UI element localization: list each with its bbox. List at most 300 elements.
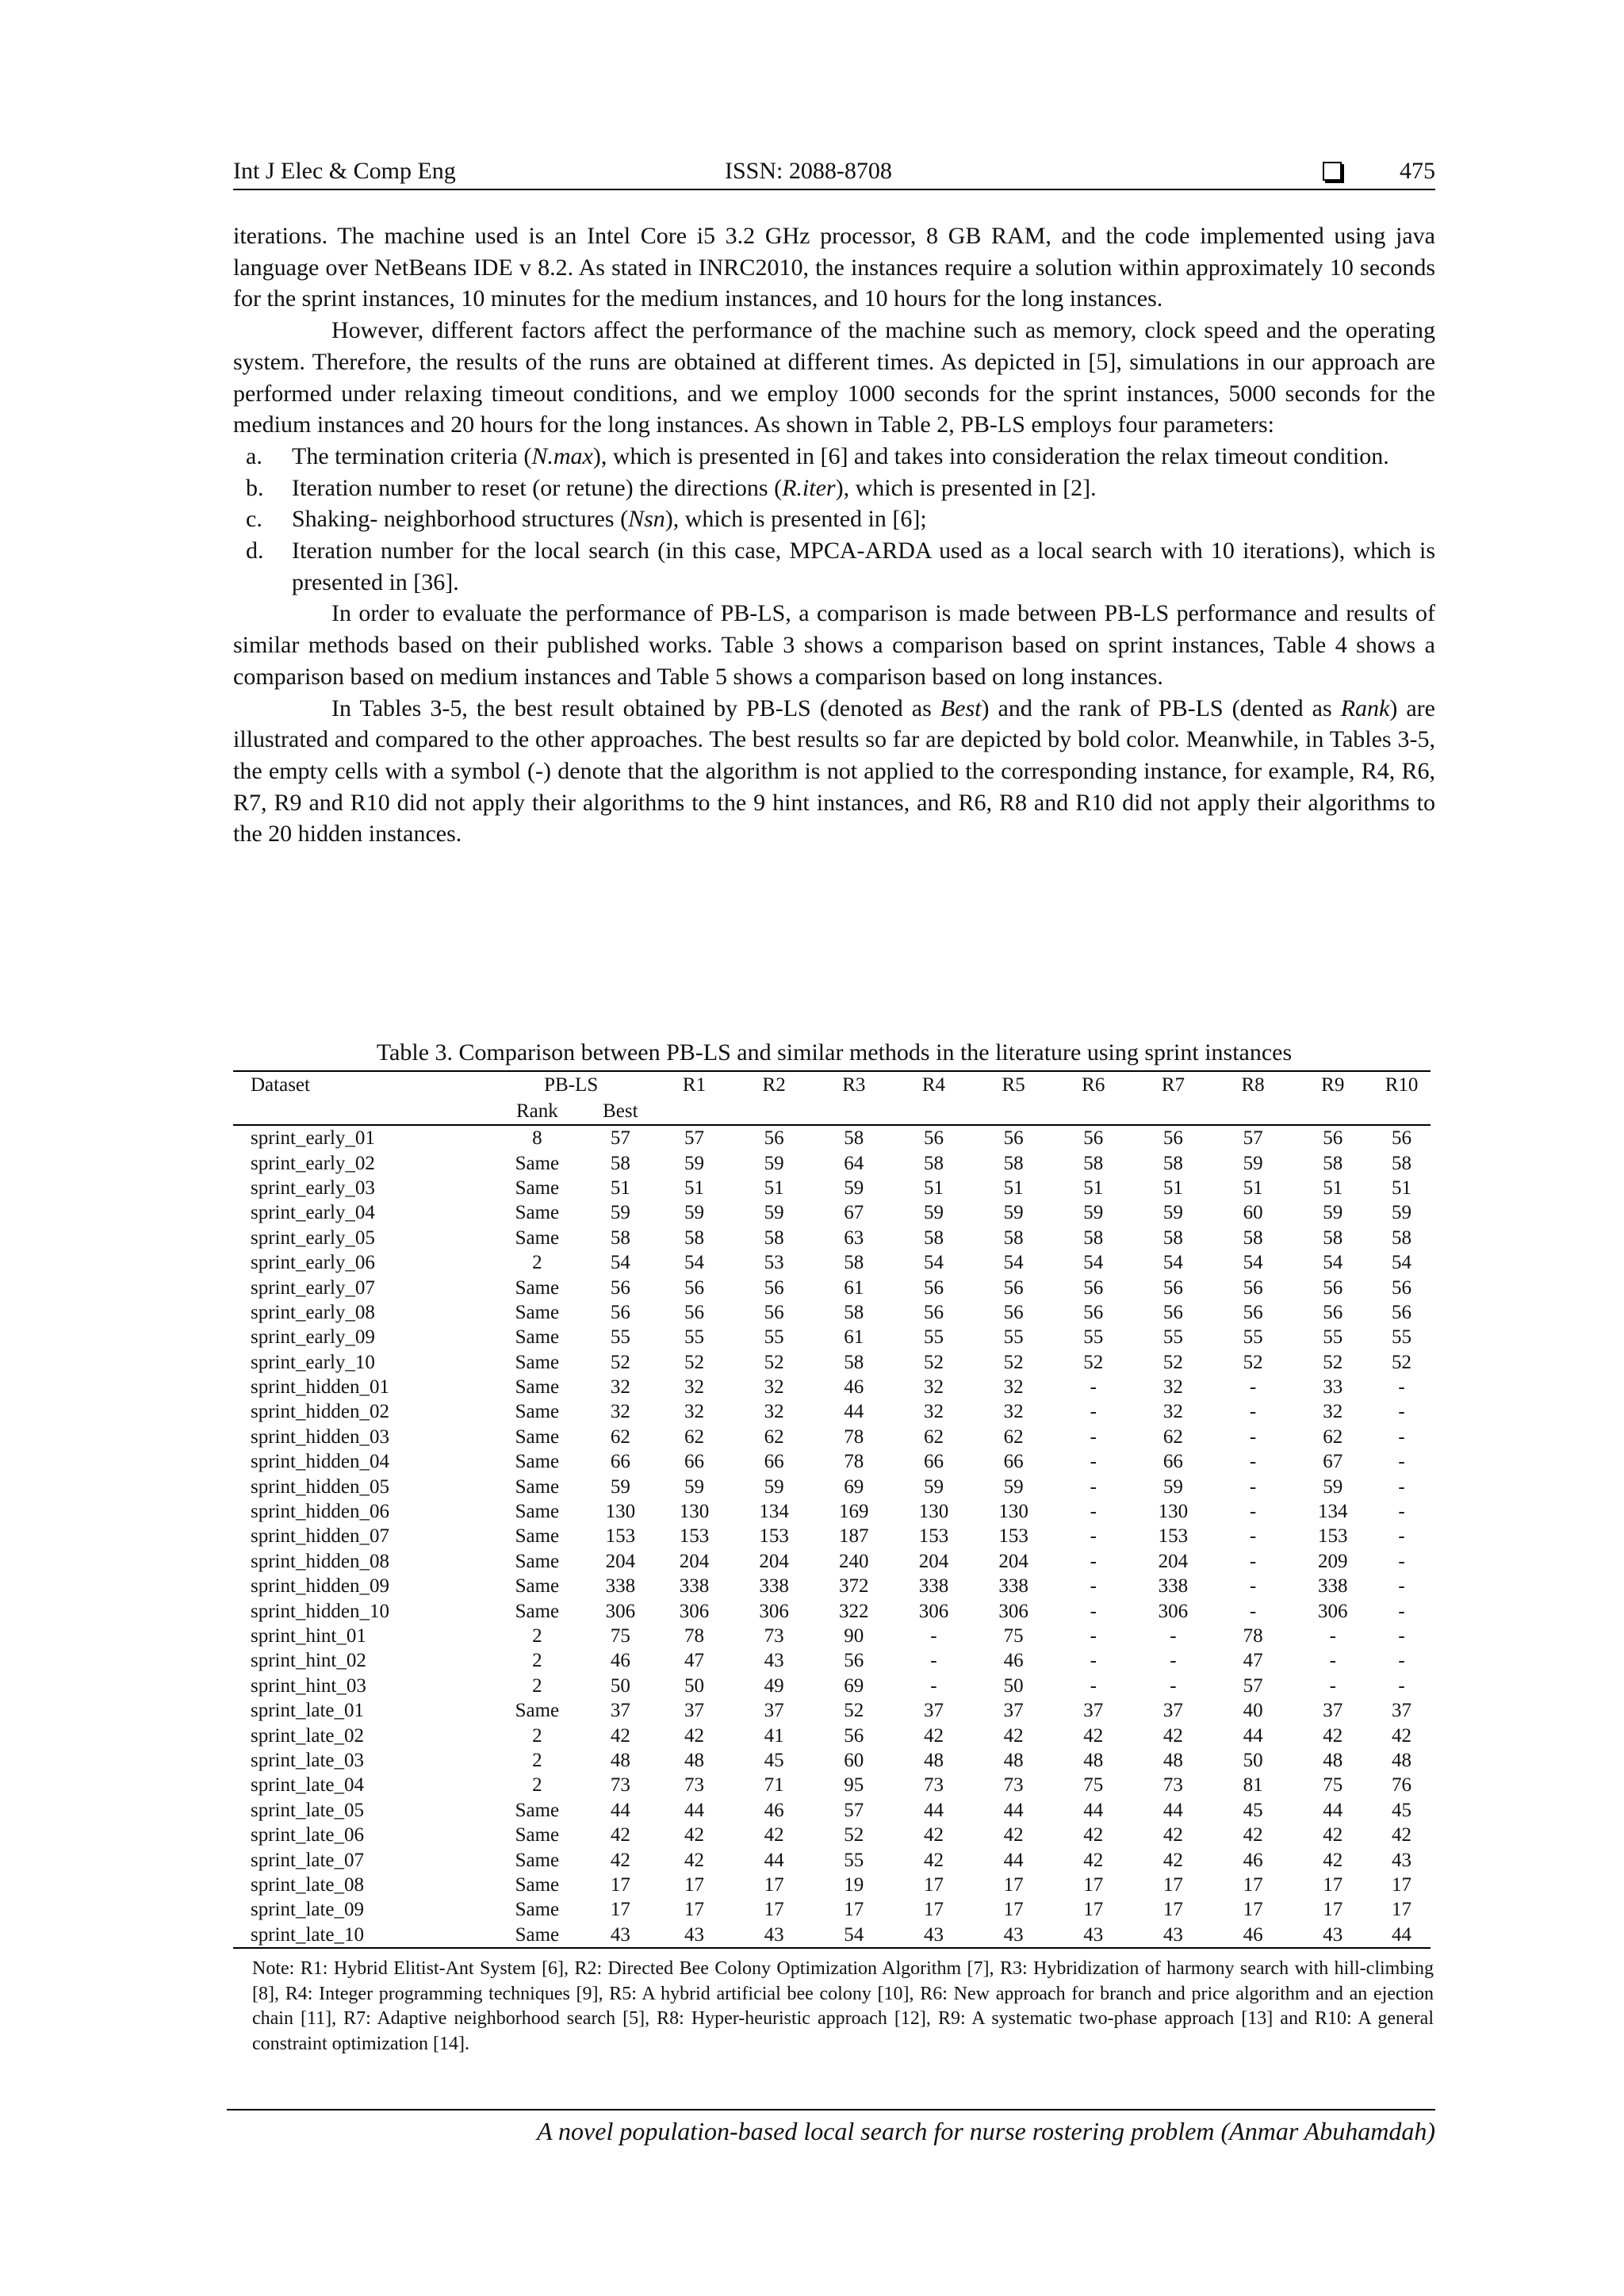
table-cell: 55	[1323, 1326, 1343, 1349]
dataset-cell: sprint_early_05	[251, 1226, 375, 1249]
table-cell: 56	[923, 1127, 944, 1150]
dataset-cell: sprint_early_06	[251, 1252, 375, 1274]
table-cell: 44	[1003, 1849, 1024, 1871]
table-cell: 56	[1162, 1301, 1183, 1323]
table-cell: 57	[684, 1127, 704, 1150]
table-row	[233, 1325, 1431, 1349]
table-cell: 204	[998, 1550, 1028, 1572]
table-cell: 59	[1323, 1202, 1343, 1224]
table-cell: 54	[1003, 1252, 1024, 1274]
table-cell: -	[1090, 1575, 1097, 1598]
table-cell: 42	[1243, 1824, 1263, 1846]
table-cell: 73	[610, 1774, 630, 1797]
table-row	[233, 1499, 1431, 1524]
table-row	[233, 1176, 1431, 1200]
table-cell: 46	[610, 1650, 630, 1672]
table-cell: 52	[610, 1351, 630, 1373]
table-cell: 32	[1323, 1401, 1343, 1423]
table-cell: 58	[844, 1252, 864, 1274]
dataset-cell: sprint_hidden_04	[251, 1451, 389, 1473]
list-text: ), which is presented in [2].	[835, 474, 1097, 501]
table-cell: 44	[1243, 1724, 1263, 1747]
table-cell: -	[1398, 1625, 1405, 1647]
empty-cell	[1133, 1098, 1213, 1125]
col-header: R9	[1293, 1071, 1373, 1098]
table-cell: -	[1398, 1401, 1405, 1423]
table-cell: 55	[610, 1326, 630, 1349]
table-cell: 306	[1317, 1600, 1348, 1622]
table-cell: 41	[764, 1724, 784, 1747]
list-marker: a.	[246, 442, 262, 469]
table-cell: 17	[684, 1899, 704, 1921]
table-cell: 17	[764, 1873, 784, 1896]
table-cell: 58	[1243, 1226, 1263, 1249]
table-cell: 75	[1083, 1774, 1104, 1797]
dataset-cell: sprint_early_10	[251, 1351, 375, 1373]
table-cell: -	[1398, 1475, 1405, 1498]
table-cell: 59	[1243, 1152, 1263, 1174]
table-cell: 59	[684, 1152, 704, 1174]
table-cell: -	[1398, 1550, 1405, 1572]
table-row	[233, 1598, 1431, 1623]
table-cell: 78	[844, 1425, 864, 1448]
dataset-cell: sprint_hidden_05	[251, 1475, 389, 1498]
table-cell: 134	[1317, 1501, 1348, 1523]
table-cell: Same	[515, 1700, 560, 1722]
table-cell: 48	[1323, 1749, 1343, 1771]
table-cell: 48	[923, 1749, 944, 1771]
table-cell: 37	[610, 1700, 630, 1722]
table-cell: 322	[839, 1600, 869, 1622]
table-cell: 56	[684, 1276, 704, 1299]
table-cell: 57	[1243, 1674, 1263, 1697]
table-cell: -	[1170, 1625, 1177, 1647]
param-name: R.iter	[782, 474, 836, 501]
table-row	[233, 1798, 1431, 1823]
table-cell: -	[1249, 1550, 1257, 1572]
table-cell: 58	[1162, 1152, 1183, 1174]
table-cell: Same	[515, 1824, 560, 1846]
table-cell: 153	[1158, 1525, 1189, 1548]
paragraph-4	[233, 693, 1435, 851]
table-row	[233, 1624, 1431, 1648]
table-cell: 19	[844, 1873, 864, 1896]
table-cell: 57	[844, 1799, 864, 1821]
table-cell: -	[930, 1650, 937, 1672]
table-row	[233, 1723, 1431, 1747]
table-cell: 51	[1083, 1177, 1104, 1199]
table-cell: -	[1170, 1650, 1177, 1672]
table-cell: 32	[764, 1376, 784, 1399]
table-cell: Same	[515, 1799, 560, 1821]
table-cell: -	[1090, 1425, 1097, 1448]
table-cell: 17	[1003, 1873, 1024, 1896]
table-cell: 46	[1243, 1849, 1263, 1871]
table-cell: 153	[998, 1525, 1028, 1548]
table-cell: 52	[684, 1351, 704, 1373]
table-cell: 50	[684, 1674, 704, 1697]
dataset-cell: sprint_late_10	[233, 1923, 488, 1948]
table-cell: Same	[515, 1550, 560, 1572]
table-cell: 42	[1162, 1849, 1183, 1871]
table-cell: 338	[759, 1575, 789, 1598]
table-cell: 48	[610, 1749, 630, 1771]
dataset-cell: sprint_early_09	[251, 1326, 375, 1349]
table-cell: 42	[923, 1724, 944, 1747]
dataset-cell: sprint_hidden_03	[251, 1425, 389, 1448]
table-row	[233, 1748, 1431, 1773]
term-best: Best	[940, 695, 982, 721]
table-row	[233, 1226, 1431, 1250]
table-row	[233, 1574, 1431, 1598]
table-cell: -	[1090, 1600, 1097, 1622]
table-cell: 66	[684, 1451, 704, 1473]
table-row	[233, 1698, 1431, 1723]
table-cell: 130	[918, 1501, 949, 1523]
table-cell: 338	[1317, 1575, 1348, 1598]
table-row	[233, 1923, 1431, 1948]
table-cell: 62	[1323, 1425, 1343, 1448]
table-cell: 78	[1243, 1625, 1263, 1647]
table-cell: 56	[1392, 1127, 1412, 1150]
table-cell: 59	[764, 1152, 784, 1174]
dataset-cell: sprint_hint_01	[251, 1625, 366, 1647]
table-cell: 56	[1003, 1127, 1024, 1150]
table-cell: 56	[1243, 1301, 1263, 1323]
table-cell: 56	[764, 1276, 784, 1299]
table-cell: 67	[844, 1202, 864, 1224]
table-cell: -	[1090, 1401, 1097, 1423]
paragraph-1: iterations. The machine used is an Intel Core i5 3.2 GHz processor, 8 GB RAM, and the code implemented using java language over NetBeans IDE v 8.2. As stated in INRC2010, the instances require a solution within approximately 10 seconds for the sprint instances, 10 minutes for the medium instances, and 10 hours for the long instances.	[233, 223, 1435, 312]
list-text: ), which is presented in [6];	[665, 506, 927, 533]
table-cell: 57	[610, 1127, 630, 1150]
param-name: Nsn	[628, 506, 665, 533]
dataset-cell: sprint_early_02	[251, 1152, 375, 1174]
table-cell: 37	[923, 1700, 944, 1722]
dataset-cell: sprint_late_01	[251, 1700, 365, 1722]
table-cell: -	[1398, 1425, 1405, 1448]
table-cell: 17	[1083, 1873, 1104, 1896]
dataset-cell: sprint_early_04	[251, 1202, 375, 1224]
table-cell: 58	[1003, 1152, 1024, 1174]
dataset-cell: sprint_hidden_08	[251, 1550, 389, 1572]
table-cell: 32	[610, 1401, 630, 1423]
table-cell: 90	[844, 1625, 864, 1647]
table-cell: Same	[515, 1849, 560, 1871]
table-cell: 338	[998, 1575, 1028, 1598]
table-cell: 56	[844, 1724, 864, 1747]
table-cell: 44	[923, 1799, 944, 1821]
table-cell: 2	[532, 1252, 542, 1274]
table-cell: 42	[764, 1824, 784, 1846]
list-item-d	[233, 535, 1435, 598]
table-cell: 47	[1243, 1650, 1263, 1672]
table-cell: 42	[1323, 1824, 1343, 1846]
table-cell: -	[1090, 1625, 1097, 1647]
table-cell: 43	[1133, 1923, 1213, 1948]
table-cell: 44	[1373, 1923, 1431, 1948]
table-cell: 62	[923, 1425, 944, 1448]
table-cell: 59	[923, 1475, 944, 1498]
table-cell: 54	[1083, 1252, 1104, 1274]
table-cell: -	[1249, 1525, 1257, 1548]
table-row	[233, 1250, 1431, 1275]
table-cell: 56	[610, 1276, 630, 1299]
table-cell: 45	[1392, 1799, 1412, 1821]
table-cell: 62	[684, 1425, 704, 1448]
list-item-a	[233, 441, 1435, 473]
table-cell: 240	[839, 1550, 869, 1572]
table-cell: Same	[515, 1152, 560, 1174]
table-cell: 204	[759, 1550, 789, 1572]
table-cell: 42	[610, 1824, 630, 1846]
table-cell: 51	[923, 1177, 944, 1199]
table-cell: 69	[844, 1674, 864, 1697]
dataset-cell: sprint_early_03	[251, 1177, 375, 1199]
table-cell: 134	[759, 1501, 789, 1523]
table-cell: 58	[923, 1226, 944, 1249]
square-bullet-icon	[1323, 162, 1342, 181]
table-cell: 42	[1003, 1824, 1024, 1846]
table-cell: 50	[610, 1674, 630, 1697]
dataset-cell: sprint_late_03	[251, 1749, 365, 1771]
table-cell: 56	[1162, 1276, 1183, 1299]
table-cell: 153	[759, 1525, 789, 1548]
col-header: R6	[1053, 1071, 1133, 1098]
table-cell: 48	[1392, 1749, 1412, 1771]
table-row	[233, 1449, 1431, 1474]
table-cell: 51	[764, 1177, 784, 1199]
table-cell: 58	[1323, 1226, 1343, 1249]
table-cell: 67	[1323, 1451, 1343, 1473]
dataset-cell: sprint_late_06	[251, 1824, 365, 1846]
table-cell: 50	[1003, 1674, 1024, 1697]
table-cell: 54	[1243, 1252, 1263, 1274]
table-cell: 58	[844, 1351, 864, 1373]
table-cell: 56	[1003, 1276, 1024, 1299]
table-cell: 55	[684, 1326, 704, 1349]
table-cell: 306	[998, 1600, 1028, 1622]
footer-title: A novel population-based local search for nurse rostering problem (Anmar Abuhamdah)	[537, 2117, 1435, 2145]
table-cell: 59	[610, 1202, 630, 1224]
empty-cell	[1053, 1098, 1133, 1125]
table-cell: -	[1398, 1650, 1405, 1672]
table-cell: 37	[1083, 1700, 1104, 1722]
table-cell: 78	[684, 1625, 704, 1647]
col-subheader: Best	[586, 1098, 654, 1125]
table-cell: -	[1249, 1376, 1257, 1399]
table-cell: 55	[1083, 1326, 1104, 1349]
table-cell: 42	[1392, 1824, 1412, 1846]
table-cell: 58	[1392, 1152, 1412, 1174]
table-cell: 306	[759, 1600, 789, 1622]
table-cell: Same	[515, 1425, 560, 1448]
table-cell: 17	[1323, 1899, 1343, 1921]
empty-cell	[734, 1098, 814, 1125]
table-cell: 44	[844, 1401, 864, 1423]
table-cell: 43	[1053, 1923, 1133, 1948]
table-cell: 2	[532, 1625, 542, 1647]
table-cell: 59	[1162, 1475, 1183, 1498]
table-cell: 306	[679, 1600, 710, 1622]
table-cell: 209	[1317, 1550, 1348, 1572]
table-cell: 55	[1003, 1326, 1024, 1349]
footer-rule	[227, 2109, 1435, 2110]
table-note: Note: R1: Hybrid Elitist-Ant System [6], R2: Directed Bee Colony Optimization Algorithm [7], R3: Hybridization of harmony search with hill-climbing [8], R4: Integer programming techniques [9], R5: A hybrid artificial bee colony [10], R6: New approach for branch and price algorithm and an ejection chain [11], R7: Adaptive neighborhood search [5], R8: Hyper-heuristic approach [12], R9: A systematic two-phase approach [13] and R10: A general constraint optimization [14].	[252, 1958, 1434, 2054]
table-cell: 338	[679, 1575, 710, 1598]
table-cell: -	[1090, 1674, 1097, 1697]
table-cell: 43	[974, 1923, 1054, 1948]
table-row	[233, 1648, 1431, 1673]
table-cell: 58	[1083, 1152, 1104, 1174]
table-cell: -	[1398, 1376, 1405, 1399]
table-row	[233, 1300, 1431, 1325]
table-cell: 56	[923, 1276, 944, 1299]
table-cell: 2	[532, 1724, 542, 1747]
table-cell: 48	[1003, 1749, 1024, 1771]
table-cell: 32	[684, 1376, 704, 1399]
table-cell: 56	[1083, 1276, 1104, 1299]
col-header: R5	[974, 1071, 1054, 1098]
table-cell: 33	[1323, 1376, 1343, 1399]
table-cell: 32	[1162, 1376, 1183, 1399]
table-cell: 56	[1392, 1301, 1412, 1323]
table-cell: 42	[1083, 1724, 1104, 1747]
empty-cell	[1213, 1098, 1293, 1125]
table-cell: 204	[605, 1550, 636, 1572]
table-cell: 54	[1162, 1252, 1183, 1274]
table-cell: -	[1329, 1674, 1336, 1697]
table-cell: 56	[1162, 1127, 1183, 1150]
table-cell: 44	[1162, 1799, 1183, 1821]
table-cell: 204	[679, 1550, 710, 1572]
table-cell: Same	[515, 1501, 560, 1523]
table-cell: 52	[1243, 1351, 1263, 1373]
table-cell: 58	[844, 1127, 864, 1150]
table-cell: 69	[844, 1475, 864, 1498]
table-cell: 43	[1293, 1923, 1373, 1948]
table-cell: 42	[1323, 1849, 1343, 1871]
table-cell: 64	[844, 1152, 864, 1174]
table-cell: -	[1249, 1451, 1257, 1473]
table-cell: 73	[684, 1774, 704, 1797]
table-cell: 58	[1392, 1226, 1412, 1249]
table-cell: Same	[515, 1351, 560, 1373]
table-cell: 17	[1392, 1873, 1412, 1896]
table-cell: 52	[1392, 1351, 1412, 1373]
table-cell: 37	[1162, 1700, 1183, 1722]
table-cell: 37	[684, 1700, 704, 1722]
table-cell: 55	[1392, 1326, 1412, 1349]
table-cell: 75	[1323, 1774, 1343, 1797]
table-caption: Table 3. Comparison between PB-LS and similar methods in the literature using sprint instances	[376, 1039, 1293, 1066]
list-marker: b.	[246, 474, 264, 501]
dataset-cell: sprint_late_04	[251, 1774, 365, 1797]
table-cell: 95	[844, 1774, 864, 1797]
table-cell: 17	[1083, 1899, 1104, 1921]
dataset-cell: sprint_hint_03	[251, 1674, 366, 1697]
table-cell: 153	[679, 1525, 710, 1548]
table-cell: 130	[679, 1501, 710, 1523]
table-cell: Same	[515, 1600, 560, 1622]
table-cell: 56	[764, 1301, 784, 1323]
dataset-cell: sprint_early_07	[251, 1276, 375, 1299]
table-cell: 53	[764, 1252, 784, 1274]
table-cell: 61	[844, 1276, 864, 1299]
col-header: R4	[894, 1071, 974, 1098]
table-cell: 44	[1083, 1799, 1104, 1821]
table-cell: 59	[610, 1475, 630, 1498]
table-cell: 204	[918, 1550, 949, 1572]
table-cell: 71	[764, 1774, 784, 1797]
empty-cell	[233, 1098, 488, 1125]
table-cell: 37	[1392, 1700, 1412, 1722]
table-cell: 58	[1003, 1226, 1024, 1249]
dataset-cell: sprint_late_02	[251, 1724, 365, 1747]
table-row	[233, 1773, 1431, 1797]
table-cell: 17	[923, 1899, 944, 1921]
table-cell: 43	[734, 1923, 814, 1948]
table-cell: 51	[610, 1177, 630, 1199]
table-cell: 51	[1162, 1177, 1183, 1199]
table-cell: 52	[1083, 1351, 1104, 1373]
table-cell: 66	[1162, 1451, 1183, 1473]
dataset-cell: sprint_hidden_06	[251, 1501, 389, 1523]
col-header: R1	[654, 1071, 734, 1098]
table-cell: -	[1170, 1674, 1177, 1697]
table-cell: 32	[684, 1401, 704, 1423]
table-cell: 59	[684, 1202, 704, 1224]
table-cell: 338	[1158, 1575, 1189, 1598]
table-cell: 60	[844, 1749, 864, 1771]
table-cell: 49	[764, 1674, 784, 1697]
dataset-cell: sprint_early_01	[251, 1127, 375, 1150]
table-cell: 42	[1162, 1824, 1183, 1846]
table-cell: Same	[515, 1475, 560, 1498]
running-header	[233, 155, 1435, 190]
table-cell: 17	[1162, 1873, 1183, 1896]
table-cell: -	[1249, 1501, 1257, 1523]
col-header: PB-LS	[488, 1071, 654, 1098]
table-cell: 73	[923, 1774, 944, 1797]
table-cell: 57	[1243, 1127, 1263, 1150]
table-cell: 43	[894, 1923, 974, 1948]
table-cell: 44	[1323, 1799, 1343, 1821]
table-cell: 43	[764, 1650, 784, 1672]
table-cell: -	[1249, 1600, 1257, 1622]
table-cell: 130	[998, 1501, 1028, 1523]
table-cell: 32	[923, 1376, 944, 1399]
col-header: Dataset	[233, 1071, 488, 1098]
table-row	[233, 1399, 1431, 1424]
table-cell: 42	[1392, 1724, 1412, 1747]
table-cell: 42	[1083, 1824, 1104, 1846]
table-cell: 43	[654, 1923, 734, 1948]
table-cell: 54	[923, 1252, 944, 1274]
table-cell: 338	[918, 1575, 949, 1598]
table-cell: 153	[1317, 1525, 1348, 1548]
dataset-cell: sprint_hidden_09	[251, 1575, 389, 1598]
text-run: ) and the rank of PB-LS (dented as	[981, 695, 1341, 721]
table-header-row	[233, 1071, 1431, 1098]
table-cell: 59	[923, 1202, 944, 1224]
table-cell: 44	[1003, 1799, 1024, 1821]
table-cell: 56	[684, 1301, 704, 1323]
table-cell: 47	[684, 1650, 704, 1672]
param-name: N.max	[531, 442, 593, 469]
col-subheader: Rank	[488, 1098, 586, 1125]
table-cell: -	[1090, 1376, 1097, 1399]
